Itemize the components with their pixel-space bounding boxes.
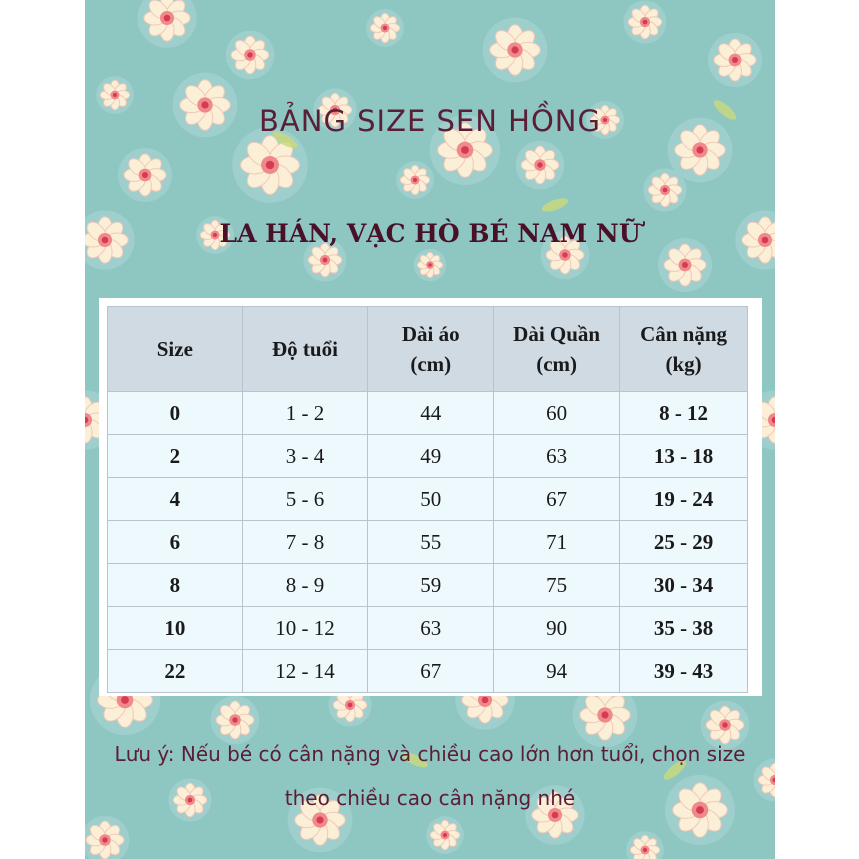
- cell-size: 4: [108, 478, 243, 521]
- cell-size: 22: [108, 650, 243, 693]
- cell-weight: 19 - 24: [620, 478, 748, 521]
- cell-age: 5 - 6: [242, 478, 368, 521]
- cell-pants-length: 94: [494, 650, 620, 693]
- cell-pants-length: 63: [494, 435, 620, 478]
- table-row: [108, 607, 748, 650]
- cell-pants-length: 75: [494, 564, 620, 607]
- cell-age: 10 - 12: [242, 607, 368, 650]
- table-frame: [99, 298, 762, 696]
- cell-weight: 39 - 43: [620, 650, 748, 693]
- cell-age: 8 - 9: [242, 564, 368, 607]
- cell-pants-length: 71: [494, 521, 620, 564]
- chart-subtitle: LA HÁN, VẠC HÒ BÉ NAM NỮ: [219, 219, 641, 248]
- cell-weight: 8 - 12: [620, 392, 748, 435]
- cell-weight: 25 - 29: [620, 521, 748, 564]
- table-row: [108, 435, 748, 478]
- table-row: [108, 521, 748, 564]
- header-pants-length: Dài Quần (cm): [494, 307, 620, 392]
- header-age: Độ tuổi: [242, 307, 368, 392]
- cell-age: 7 - 8: [242, 521, 368, 564]
- cell-pants-length: 67: [494, 478, 620, 521]
- cell-pants-length: 90: [494, 607, 620, 650]
- cell-size: 0: [108, 392, 243, 435]
- table-row: [108, 564, 748, 607]
- header-shirt-length: Dài áo (cm): [368, 307, 494, 392]
- size-table: [107, 306, 748, 693]
- cell-size: 6: [108, 521, 243, 564]
- cell-size: 10: [108, 607, 243, 650]
- table-row: [108, 650, 748, 693]
- header-weight: Cân nặng (kg): [620, 307, 748, 392]
- chart-title: BẢNG SIZE SEN HỒNG: [259, 104, 601, 138]
- cell-shirt-length: 59: [368, 564, 494, 607]
- cell-shirt-length: 63: [368, 607, 494, 650]
- cell-age: 1 - 2: [242, 392, 368, 435]
- table-row: [108, 392, 748, 435]
- cell-shirt-length: 44: [368, 392, 494, 435]
- cell-size: 8: [108, 564, 243, 607]
- cell-shirt-length: 50: [368, 478, 494, 521]
- cell-shirt-length: 49: [368, 435, 494, 478]
- table-row: [108, 478, 748, 521]
- note-line-1: Lưu ý: Nếu bé có cân nặng và chiều cao lớn hơn tuổi, chọn size: [114, 742, 746, 766]
- note-line-2: theo chiều cao cân nặng nhé: [284, 786, 576, 810]
- size-chart-poster: [85, 0, 775, 859]
- cell-weight: 35 - 38: [620, 607, 748, 650]
- cell-shirt-length: 67: [368, 650, 494, 693]
- cell-pants-length: 60: [494, 392, 620, 435]
- cell-weight: 30 - 34: [620, 564, 748, 607]
- cell-weight: 13 - 18: [620, 435, 748, 478]
- cell-size: 2: [108, 435, 243, 478]
- cell-age: 3 - 4: [242, 435, 368, 478]
- table-header-row: [108, 307, 748, 392]
- cell-shirt-length: 55: [368, 521, 494, 564]
- header-size: Size: [108, 307, 243, 392]
- cell-age: 12 - 14: [242, 650, 368, 693]
- size-note: [85, 732, 775, 820]
